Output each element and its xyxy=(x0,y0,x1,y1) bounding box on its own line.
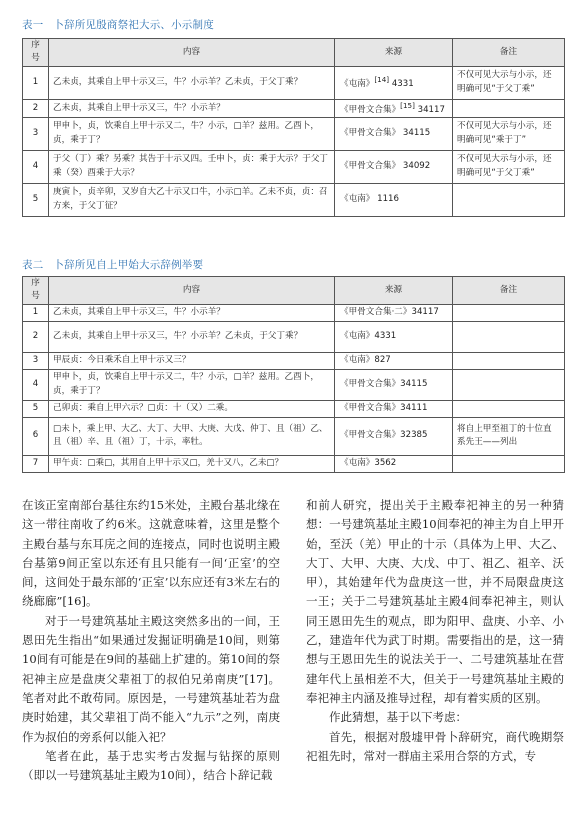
table1-title: 卜辞所见殷商祭祀大示、小示制度 xyxy=(53,19,214,31)
body-paragraph: 作此猜想，基于以下考虑： xyxy=(329,710,467,725)
source-number: 1116 xyxy=(377,194,399,205)
row-note: 不仅可见大示与小示，还明确可见“于父丁乘” xyxy=(453,66,565,99)
row-source xyxy=(335,183,453,216)
row-note xyxy=(453,321,565,352)
table2-number: 表二 xyxy=(22,259,44,271)
table2-header-source: 来源 xyxy=(335,277,453,305)
row-source: 《屯南》3562 xyxy=(335,455,453,472)
body-paragraph: 在该正室南部台基往东约15米处，主殿台基北缘在这一带往南收了约6米。这就意味着，这里是整个主殿台基与东耳庑之间的连接点，同时也说明主殿台基第9间正室以东还有且只能有一间‘正室’的空间，这间处于最东部的‘正室’以东应还有3米左右的绕廊廊”[16]。 xyxy=(22,498,280,609)
source-title: 《甲骨文合集》 xyxy=(340,104,401,115)
row-note xyxy=(453,183,565,216)
table-row xyxy=(23,352,565,369)
source-title: 《屯南》 xyxy=(340,78,375,89)
source-number: 34117 xyxy=(417,104,445,115)
row-note: 不仅可见大示与小示，还明确可见“乘于丁” xyxy=(453,117,565,150)
table2-title: 卜辞所见自上甲始大示辞例举要 xyxy=(53,259,204,271)
table2-header-note: 备注 xyxy=(453,277,565,305)
row-content: 于父（丁）乘？另乘？其告于十示又四。壬申卜，贞：乘于大示？于父丁乘（癸）酉乘于大示？ xyxy=(49,150,335,183)
row-source xyxy=(335,66,453,99)
table1-header-row xyxy=(23,39,565,67)
row-source: 《甲骨文合集·二》34117 xyxy=(335,304,453,321)
row-note: 不仅可见大示与小示，还明确可见“于父丁乘” xyxy=(453,150,565,183)
table1-number: 表一 xyxy=(22,19,44,31)
row-number: 5 xyxy=(23,183,49,216)
row-content: 甲午贞：□乘□，其用自上甲十示又□，羌十又八，乙未□？ xyxy=(49,455,335,472)
row-number: 4 xyxy=(23,369,49,400)
row-content: 乙未贞，其乘自上甲十示又三，牛？小示羊？ xyxy=(49,99,335,117)
table2-caption xyxy=(22,257,203,272)
row-content: 乙未贞，其乘自上甲十示又三，牛？小示羊？乙未贞，于父丁乘？ xyxy=(49,66,335,99)
row-number: 4 xyxy=(23,150,49,183)
table-row xyxy=(23,400,565,417)
table-row xyxy=(23,304,565,321)
table1-header-no: 序号 xyxy=(23,39,49,67)
body-paragraph: 笔者在此，基于忠实考古发掘与钻探的原则（即以一号建筑基址主殿为10间），结合卜辞记载 xyxy=(22,748,280,783)
citation-sup: [14] xyxy=(374,75,390,85)
body-paragraph: 首先，根据对殷墟甲骨卜辞研究，商代晚期祭祀祖先时，常对一群庙主采用合祭的方式，专 xyxy=(306,729,564,763)
table-row xyxy=(23,183,565,216)
row-content: 甲申卜，贞，饮乘自上甲十示又二，牛？小示，□羊？兹用。乙酉卜，贞，乘于丁？ xyxy=(49,369,335,400)
row-source: 《甲骨文合集》34115 xyxy=(335,369,453,400)
row-content: 己卯贞：乘自上甲六示？□贞：十（又）二乘。 xyxy=(49,400,335,417)
row-note xyxy=(453,352,565,369)
table1-header-source: 来源 xyxy=(335,39,453,67)
row-note xyxy=(453,369,565,400)
row-number: 6 xyxy=(23,417,49,455)
row-content: 甲申卜，贞，饮乘自上甲十示又二，牛？小示，□羊？兹用。乙酉卜，贞，乘于丁？ xyxy=(49,117,335,150)
table-row xyxy=(23,99,565,117)
row-content: □未卜，乘上甲、大乙、大丁、大甲、大庚、大戊、仲丁、且（祖）乙、且（祖）辛、且（祖）丁，十示，率牡。 xyxy=(49,417,335,455)
row-note xyxy=(453,455,565,472)
body-column-right xyxy=(306,496,564,766)
row-number: 1 xyxy=(23,66,49,99)
row-number: 5 xyxy=(23,400,49,417)
row-source: 《屯南》827 xyxy=(335,352,453,369)
source-number: 34092 xyxy=(402,161,431,172)
source-number: 4331 xyxy=(391,78,414,89)
row-number: 1 xyxy=(23,304,49,321)
body-paragraph: 和前人研究，提出关于主殿奉祀神主的另一种猜想：一号建筑基址主殿10间奉祀的神主为自上甲开始，至沃（羌）甲止的十示（具体为上甲、大乙、大丁、大甲、大庚、大戊、中丁、祖乙、祖辛、沃甲），其始建年代为盘庚这一世，并不局限盘庚这一王；关于二号建筑基址主殿4间奉祀神主，则认同王恩田先生的观点，即为阳甲、盘庚、小辛、小乙，建造年代为武丁时期。需要指出的是，这一猜想与王恩田先生的说法关于一、二号建筑基址在营建年代上虽相差不大，但关于一号建筑基址主殿的奉祀神主内涵及推导过程，却有着实质的区别。 xyxy=(306,498,564,705)
source-title: 《甲骨文合集》 xyxy=(340,161,401,172)
row-note xyxy=(453,99,565,117)
row-source xyxy=(335,150,453,183)
table2-header-no: 序号 xyxy=(23,277,49,305)
row-content: 乙未贞，其乘自上甲十示又三，牛？小示羊？ xyxy=(49,304,335,321)
row-note: 将自上甲至祖丁的十位直系先王——列出 xyxy=(453,417,565,455)
body-column-left xyxy=(22,496,280,785)
row-number: 3 xyxy=(23,352,49,369)
row-number: 7 xyxy=(23,455,49,472)
table2 xyxy=(22,276,565,473)
citation-sup: [15] xyxy=(400,100,415,110)
table2-header-row xyxy=(23,277,565,305)
table2-header-content: 内容 xyxy=(49,277,335,305)
table1-header-note: 备注 xyxy=(453,39,565,67)
row-source xyxy=(335,99,453,117)
row-source: 《甲骨文合集》32385 xyxy=(335,417,453,455)
row-content: 甲辰贞：今日乘禾自上甲十示又三？ xyxy=(49,352,335,369)
table-row xyxy=(23,455,565,472)
table-row xyxy=(23,321,565,352)
row-number: 2 xyxy=(23,321,49,352)
row-content: 乙未贞，其乘自上甲十示又三，牛？小示羊？乙未贞，于父丁乘？ xyxy=(49,321,335,352)
row-number: 2 xyxy=(23,99,49,117)
source-title: 《甲骨文合集》 xyxy=(340,128,401,139)
table1 xyxy=(22,38,565,217)
table1-caption xyxy=(22,17,214,32)
row-number: 3 xyxy=(23,117,49,150)
table1-header-content: 内容 xyxy=(49,39,335,67)
row-note xyxy=(453,304,565,321)
table-row xyxy=(23,66,565,99)
row-source xyxy=(335,117,453,150)
table-row xyxy=(23,150,565,183)
row-content: 庚寅卜，贞辛卯，又岁自大乙十示又口牛，小示□羊。乙未不贞，贞：召方来，于父丁征？ xyxy=(49,183,335,216)
table-row xyxy=(23,417,565,455)
row-source: 《甲骨文合集》34111 xyxy=(335,400,453,417)
body-paragraph: 对于一号建筑基址主殿这突然多出的一间，王恩田先生指出“如果通过发掘证明确是10间，则第10间有可能是在9间的基础上扩建的。第10间的祭祀神主应是盘庚父辈祖丁的叔伯兄弟南庚”[17]。笔者对此不敢苟同。原因是，一号建筑基址若为盘庚时始建，其父辈祖丁尚不能入“九示”之列，南庚作为叔伯的旁系何以能入祀？ xyxy=(22,613,280,744)
source-title: 《屯南》 xyxy=(340,194,375,205)
row-note xyxy=(453,400,565,417)
table-row xyxy=(23,117,565,150)
source-number: 34115 xyxy=(402,128,431,139)
table-row xyxy=(23,369,565,400)
row-source: 《屯南》4331 xyxy=(335,321,453,352)
